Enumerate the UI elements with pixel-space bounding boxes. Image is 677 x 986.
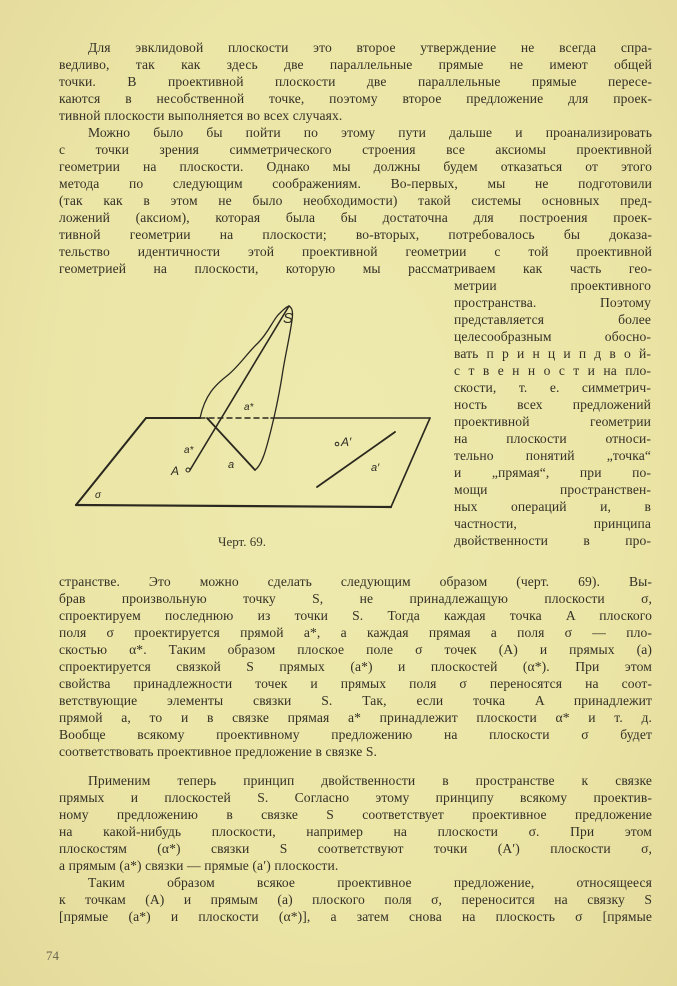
label-S: S <box>283 310 294 327</box>
side-text-line: тельно понятий „точка“ <box>454 448 651 463</box>
text-line: плоскостям (α*) связки S соответствуют точки (A′) плоскости σ, <box>59 841 652 856</box>
text-line: поля σ проектируется прямой a*, а каждая прямая a поля σ — пло- <box>59 625 652 640</box>
text-line: к точкам (A) и прямым (a) плоского поля σ, переносится на связку S <box>59 892 652 907</box>
side-text-line: скости, т. е. симметрич- <box>454 380 651 395</box>
page-number: 74 <box>46 948 59 963</box>
side-text-line: с т в е н н о с т и на пло- <box>454 363 651 378</box>
side-text-line: двойственности в про- <box>454 533 651 548</box>
text-line: Применим теперь принцип двойственности в пространстве к связке <box>88 773 652 788</box>
text-line: Можно было бы пойти по этому пути дальше и проанализировать <box>88 125 652 140</box>
label-sigma: σ <box>95 490 102 501</box>
figure-caption: Черт. 69. <box>218 534 267 549</box>
text-line: тивной геометрии на плоскости; во-вторых, потребовалось бы доказа- <box>59 227 652 242</box>
text-line: тивной плоскости выполняется во всех случаях. <box>59 108 343 123</box>
text-line: ному предложению в связке S соответствует проективное предложение <box>59 807 652 822</box>
label-a: a <box>228 459 235 471</box>
text-line: а прямым (a*) связки — прямые (a′) плоскости. <box>59 858 339 873</box>
side-text-line: ных операций и, в <box>454 499 651 514</box>
side-text-line: проективной геометрии <box>454 414 651 429</box>
text-line: с точки зрения симметрического строения все аксиомы проективной <box>59 142 652 157</box>
side-text-line: и „прямая“, при по- <box>454 465 651 480</box>
text-line: на какой-нибудь плоскости, например на плоскости σ. При этом <box>59 824 652 839</box>
side-text-line: мощи пространствен- <box>454 482 651 497</box>
text-line: спроектируется связкой S прямых (a*) и плоскостей (α*). При этом <box>59 659 652 674</box>
text-line: прямых и плоскостей S. Согласно этому принципу всякому проектив- <box>59 790 652 805</box>
text-line: Для эвклидовой плоскости это второе утверждение не всегда спра- <box>88 40 652 55</box>
side-text-line: метрии проективного <box>454 278 651 293</box>
side-text-line: целесообразным обосно- <box>454 329 651 344</box>
text-line: [прямые (a*) и плоскости (α*)], а затем снова на плоскость σ [прямые <box>59 909 652 924</box>
text-line: ведливо, так как здесь две параллельные прямые не имеют общей <box>59 57 652 72</box>
text-line: метода по следующим соображениям. Во-первых, мы не подготовили <box>59 176 652 191</box>
side-text-line: пространства. Поэтому <box>454 295 651 310</box>
side-text-line: вать п р и н ц и п д в о й- <box>454 346 651 361</box>
text-line: странстве. Это можно сделать следующим образом (черт. 69). Вы- <box>59 574 652 589</box>
text-line: Таким образом всякое проективное предложение, относящееся <box>88 875 652 890</box>
text-line: соответствовать проективное предложение в связке S. <box>59 744 378 759</box>
text-line: спроектируем последнюю из точки S. Тогда каждая точка A плоского <box>59 608 652 623</box>
text-line: точки. В проективной плоскости две параллельные прямые пересе- <box>59 74 652 89</box>
text-line: (так как в этом не было необходимости) такой системы основных пред- <box>59 193 652 208</box>
label-a-star-line: a* <box>184 445 194 456</box>
label-a-prime: a′ <box>371 462 380 474</box>
side-text-line: на плоскости относи- <box>454 431 651 446</box>
text-line: скостью α*. Таким образом плоское поле σ точек (A) и прямых (a) <box>59 642 652 657</box>
text-line: геометрией на плоскости, которую мы рассматриваем как часть гео- <box>59 261 652 276</box>
text-line: свойства принадлежности точек и прямых поля σ переносятся на соот- <box>59 676 652 691</box>
text-line: ложений (аксиом), которая была бы достаточна для построения проек- <box>59 210 652 225</box>
side-text-line: представляется более <box>454 312 651 327</box>
text-line: ветствующие элементы связки S. Так, если точка A принадлежит <box>59 693 652 708</box>
side-text-line: ность всех предложений <box>454 397 651 412</box>
label-A-prime: A′ <box>341 435 352 449</box>
label-A: A <box>171 464 180 478</box>
text-line: прямой a, то и в связке прямая a* принадлежит плоскости α* и т. д. <box>59 710 652 725</box>
text-line: брав произвольную точку S, не принадлежащую плоскости σ, <box>59 591 652 606</box>
text-line: тельство идентичности этой проективной геометрии с той проективной <box>59 244 652 259</box>
label-a-star-plane: a* <box>244 402 254 413</box>
text-line: Вообще всякому проективному предложению на плоскости σ будет <box>59 727 652 742</box>
text-line: геометрии на плоскости. Однако мы должны будем отказаться от этого <box>59 159 652 174</box>
side-text-line: частности, принципа <box>454 516 651 531</box>
text-line: каются в несобственной точке, поэтому второе предложение для проек- <box>59 91 652 106</box>
